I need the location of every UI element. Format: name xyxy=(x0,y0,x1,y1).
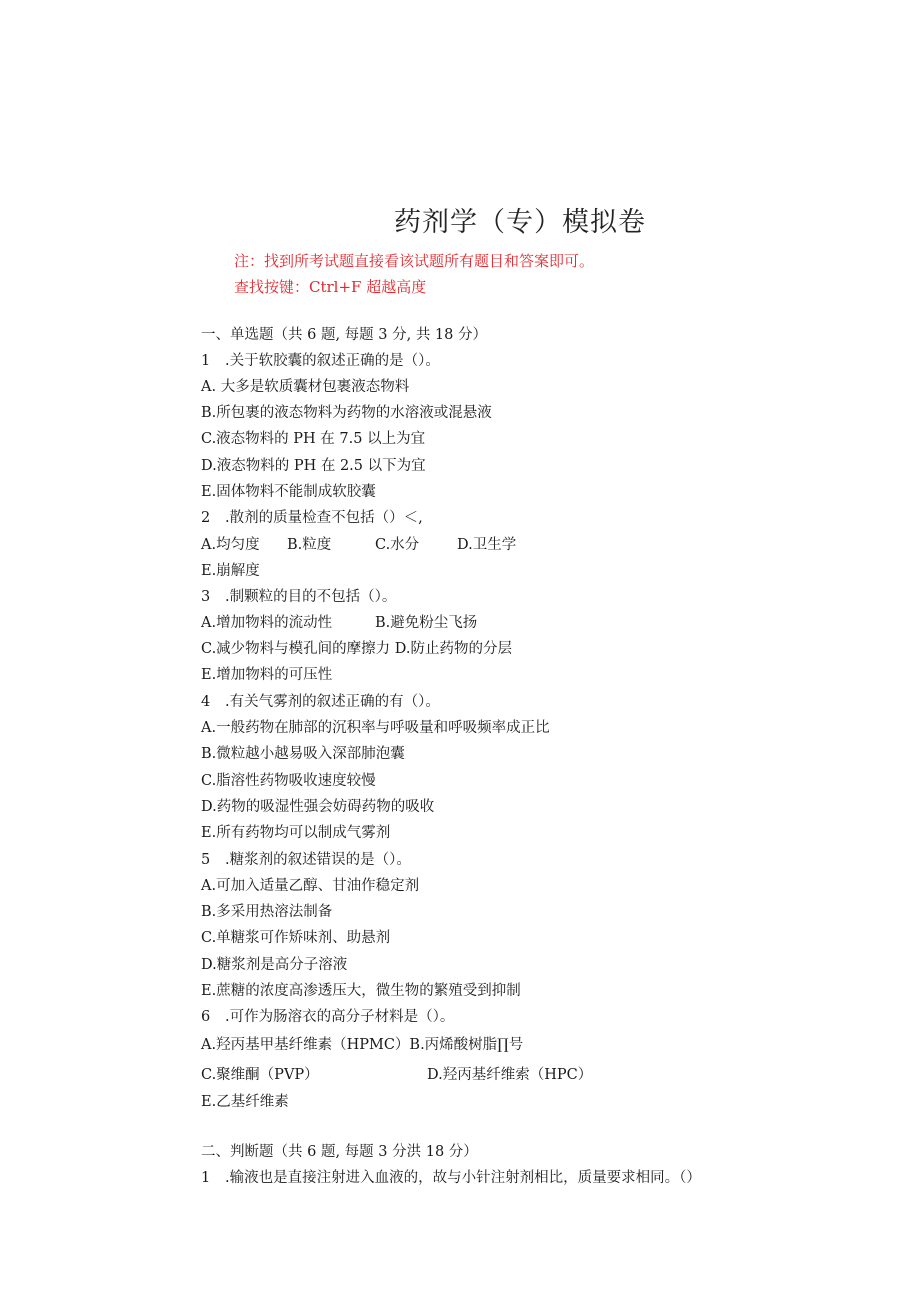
option: B.多采用热溶法制备 xyxy=(201,904,333,920)
option-row xyxy=(201,1065,701,1085)
question-text: .关于软胶囊的叙述正确的是（）。 xyxy=(225,353,440,369)
option: D.糖浆剂是高分子溶液 xyxy=(201,957,348,973)
section-heading: 一、单选题（共 6 题, 每题 3 分, 共 18 分） xyxy=(201,327,487,343)
option: C.减少物料与模孔间的摩擦力 D.防止药物的分层 xyxy=(201,641,513,657)
question-stem xyxy=(201,850,411,870)
question-stem xyxy=(201,1007,454,1027)
option: C.聚维酮（PVP） xyxy=(201,1067,319,1083)
option: C.单糖浆可作矫味剂、助悬剂 xyxy=(201,930,391,946)
section-heading: 二、判断题（共 6 题, 每题 3 分洪 18 分） xyxy=(201,1144,478,1160)
option: E.固体物料不能制成软胶囊 xyxy=(201,484,376,500)
option: C.水分 xyxy=(375,537,420,553)
option: C.液态物料的 PH 在 7.5 以上为宜 xyxy=(201,431,426,447)
page-title: 药剂学（专）模拟卷 xyxy=(394,207,646,238)
option: A. 大多是软质囊材包裹液态物料 xyxy=(201,379,410,395)
option: D.卫生学 xyxy=(457,537,517,553)
question-stem xyxy=(201,692,440,712)
option-row xyxy=(201,535,701,555)
question-number: 6 xyxy=(201,1009,211,1025)
note-line: 查找按键：Ctrl+F 超越高度 xyxy=(234,278,427,296)
option: B.微粒越小越易吸入深部肺泡囊 xyxy=(201,746,405,762)
option: A.羟丙基甲基纤维素（HPMC）B.丙烯酸树脂∏号 xyxy=(201,1037,524,1053)
option: E.增加物料的可压性 xyxy=(201,667,333,683)
option: A.均匀度 xyxy=(201,537,260,553)
option: E.所有药物均可以制成气雾剂 xyxy=(201,825,391,841)
option: D.羟丙基纤维索（HPC） xyxy=(427,1067,593,1083)
option: A.可加入适量乙醇、甘油作稳定剂 xyxy=(201,878,420,894)
question-number: 4 xyxy=(201,694,211,710)
question-stem xyxy=(201,508,423,528)
question-text: .输液也是直接注射进入血液的，故与小针注射剂相比，质量要求相同。（） xyxy=(225,1170,701,1186)
option: A.增加物料的流动性 xyxy=(201,615,333,631)
option: D.药物的吸湿性强会妨碍药物的吸收 xyxy=(201,799,435,815)
option: A.一般药物在肺部的沉积率与呼吸量和呼吸频率成正比 xyxy=(201,720,550,736)
question-number: 2 xyxy=(201,510,211,526)
question-stem xyxy=(201,1168,701,1188)
note-line: 注：找到所考试题直接看该试题所有题目和答案即可。 xyxy=(234,252,595,270)
question-number: 1 xyxy=(201,1170,211,1186)
question-text: .糖浆剂的叙述错误的是（）。 xyxy=(225,852,411,868)
question-number: 1 xyxy=(201,353,211,369)
option-row xyxy=(201,613,701,633)
question-text: .可作为肠溶衣的高分子材料是（）。 xyxy=(225,1009,455,1025)
question-stem xyxy=(201,351,440,371)
question-stem xyxy=(201,587,396,607)
option: B.避免粉尘飞扬 xyxy=(375,615,478,631)
option: B.粒度 xyxy=(287,537,332,553)
option: E.蔗糖的浓度高渗透压大，微生物的繁殖受到抑制 xyxy=(201,983,521,999)
question-number: 3 xyxy=(201,589,211,605)
option: B.所包裹的液态物料为药物的水溶液或混悬液 xyxy=(201,405,492,421)
option: C.脂溶性药物吸收速度较慢 xyxy=(201,773,376,789)
question-text: .制颗粒的目的不包括（）。 xyxy=(225,589,397,605)
option: D.液态物料的 PH 在 2.5 以下为宜 xyxy=(201,458,426,474)
option: E.崩解度 xyxy=(201,563,260,579)
question-number: 5 xyxy=(201,852,211,868)
option: E.乙基纤维素 xyxy=(201,1094,289,1110)
question-text: .有关气雾剂的叙述正确的有（）。 xyxy=(225,694,440,710)
question-text: .散剂的质量检查不包括（）＜, xyxy=(225,510,423,526)
